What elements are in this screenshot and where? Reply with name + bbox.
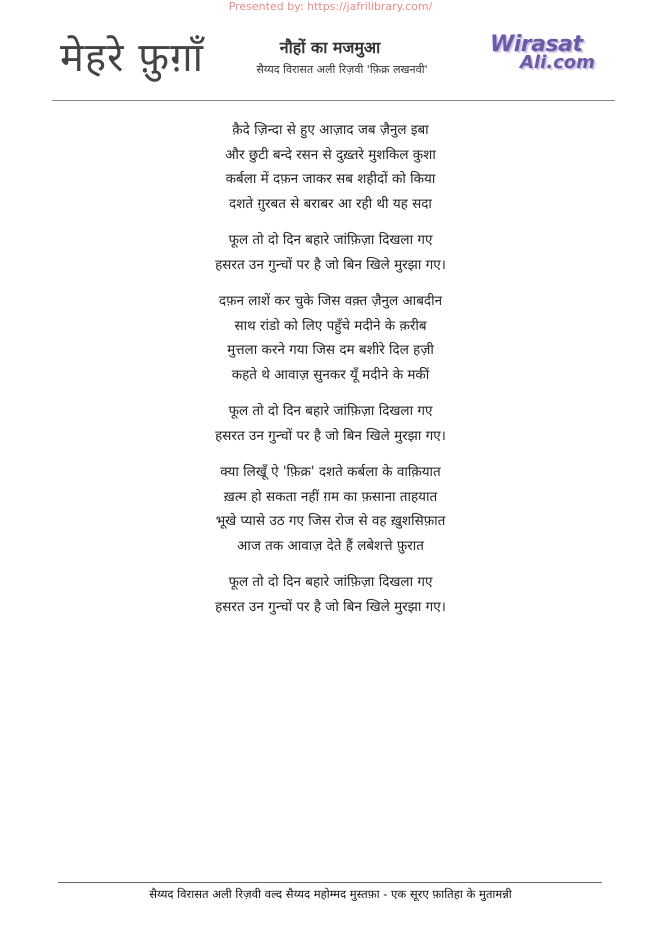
wirasat-ali-logo [486,32,616,78]
book-title: मेहरे फ़ुग़ाँ [60,35,204,81]
section-title: नौहों का मजमुआ [279,38,381,57]
poem-line: कर्बला में दफ़न जाकर सब शहीदों को किया [225,171,436,187]
poem-line: और छुटी बन्दे रसन से दुख़्तरे मुशकिल कुशा [225,146,436,163]
poem-line: हसरत उन गुन्चों पर है जो बिन खिले मुरझा गए। [215,598,446,615]
poem-line: साथ रांडो को लिए पहुँचे मदीने के क़रीब [234,317,427,334]
poem-line: फूल तो दो दिन बहारे जांफ़िज़ा दिखला गए [228,232,433,248]
poem-line: भूखे प्यासे उठ गए जिस रोज से वह ख़ुशसिफ़ात [215,513,446,529]
poem-line: फूल तो दो दिन बहारे जांफ़िज़ा दिखला गए [228,403,433,419]
stanza [100,118,561,216]
author-name: सैय्यद विरासत अली रिज़वी 'फ़िक्र लखनवी' [256,63,428,76]
logo-line-1: Wirasat [490,32,583,57]
poem-line: क़ैदे ज़िन्दा से हुए आज़ाद जब ज़ैनुल इबा [232,122,429,138]
stanza [100,289,561,387]
poem-body [100,118,561,631]
poem-line: दफ़न लाशें कर चुके जिस वक़्त ज़ैनुल आबदीन [218,293,443,309]
header-divider [52,100,615,101]
footer-divider [58,882,602,883]
refrain [100,399,561,448]
refrain [100,570,561,619]
presented-by-banner: Presented by: https://jafrilibrary.com/ [228,0,433,13]
poem-line: दशते ग़ुरबत से बराबर आ रही थी यह सदा [229,195,432,212]
poem-line: क्या लिखूँ ऐ 'फ़िक्र' दशते कर्बला के वाक़ियात [220,464,441,480]
poem-line: कहते थे आवाज़ सुनकर यूँ मदीने के मकीं [231,366,430,383]
poem-line: ख़त्म हो सकता नहीं ग़म का फ़साना ताहयात [223,488,438,505]
logo-line-2: Ali.com [520,52,595,73]
poem-line: हसरत उन गुन्चों पर है जो बिन खिले मुरझा गए। [215,427,446,444]
footer-dedication: सैय्यद विरासत अली रिज़वी वल्द सैय्यद महोम्मद मुस्तफ़ा - एक सूरए फ़ातिहा के मुतामन्नी [149,887,512,901]
poem-line: हसरत उन गुन्चों पर है जो बिन खिले मुरझा गए। [215,256,446,273]
poem-line: आज तक आवाज़ देते हैं लबेशत्ते फ़ुरात [237,537,424,554]
poem-line: फूल तो दो दिन बहारे जांफ़िज़ा दिखला गए [228,574,433,590]
refrain [100,228,561,277]
poem-line: मुत्तला करने गया जिस दम बशीरे दिल हज़ी [227,342,434,358]
stanza [100,460,561,558]
